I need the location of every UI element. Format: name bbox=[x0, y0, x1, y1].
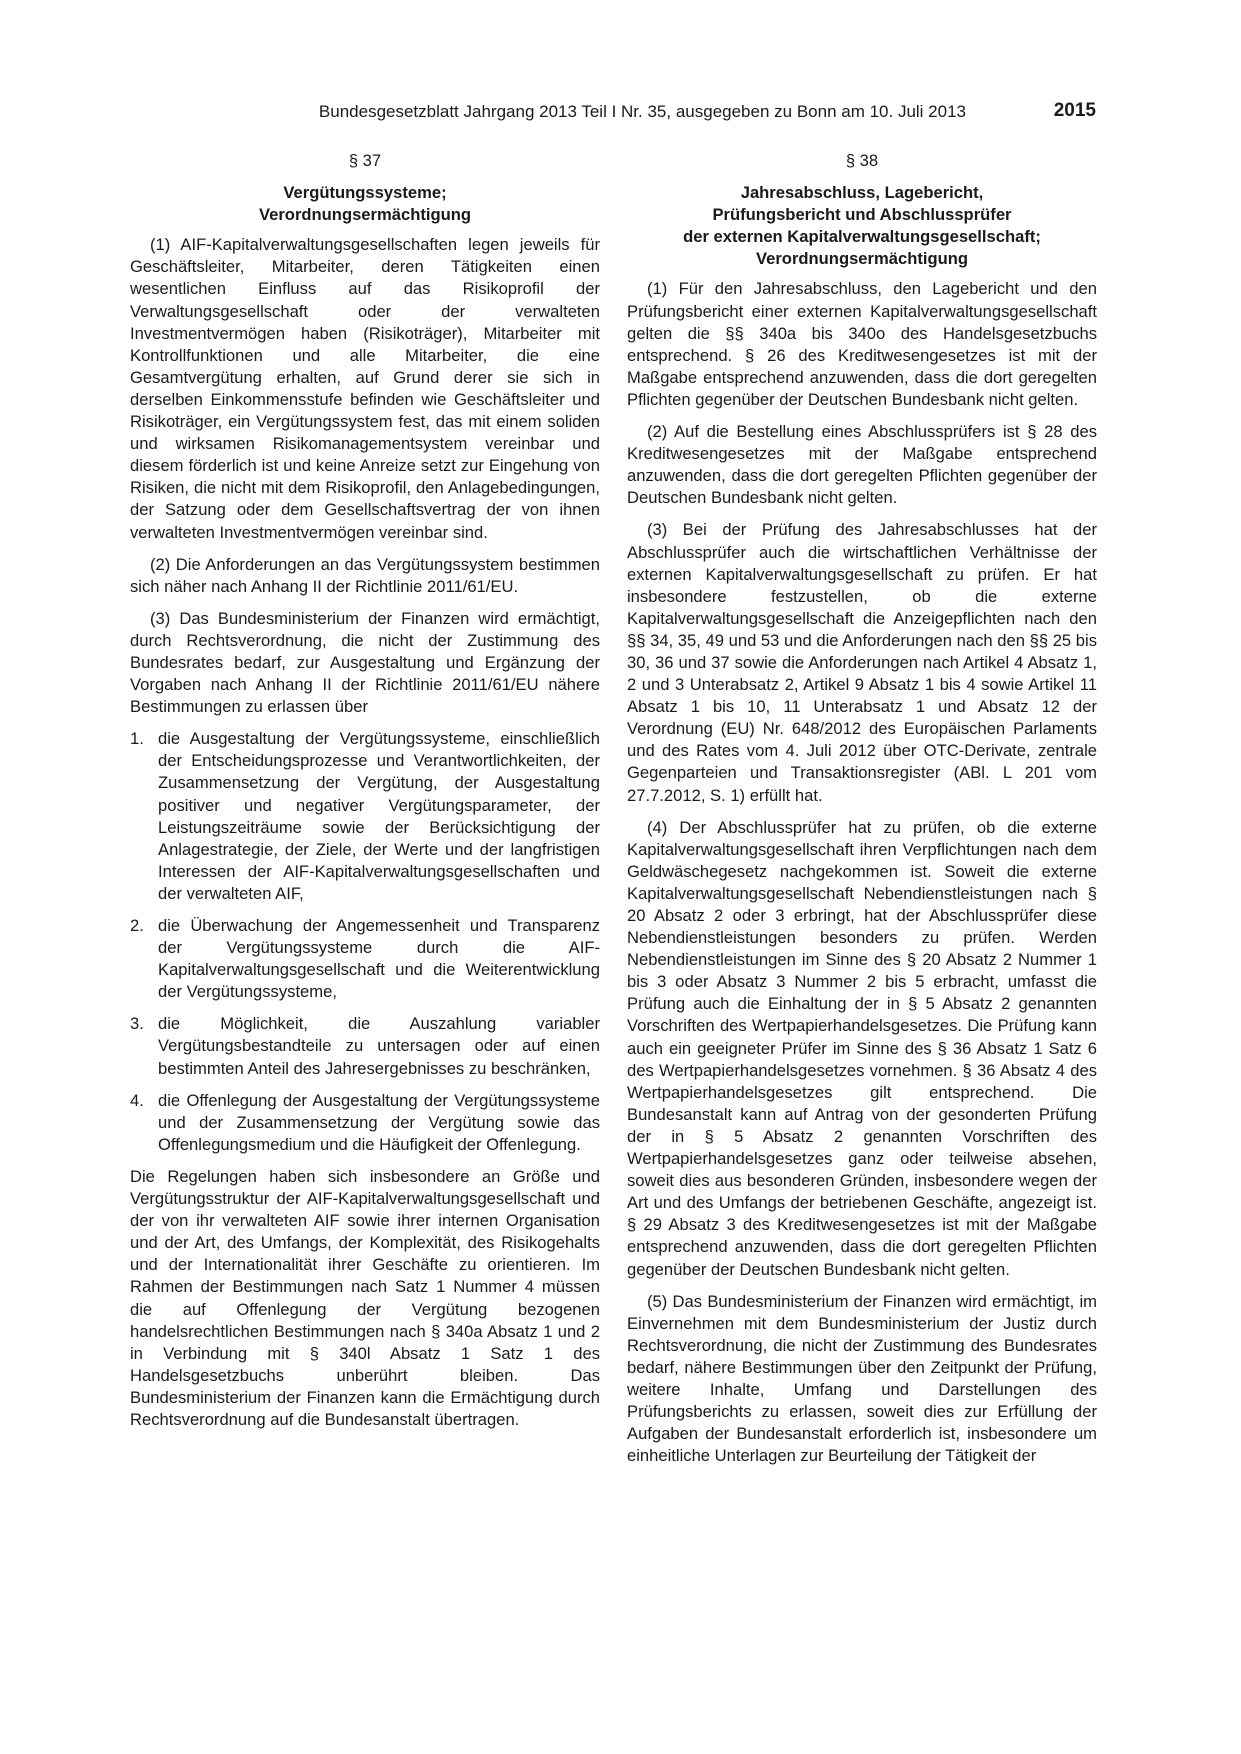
numbered-list bbox=[130, 728, 600, 1156]
section-number: § 38 bbox=[845, 151, 879, 170]
list-item bbox=[130, 728, 600, 905]
paragraph: (5) Das Bundesministerium der Finanzen wird ermächtigt, im Einvernehmen mit dem Bundesministerium der Justiz durch Rechtsverordnung, die nicht der Zustimmung des Bundesrates bedarf, nähere Bestimmungen über den Zeitpunkt der Prüfung, weitere Inhalte, Umfang und Darstellungen des Prüfungsberichts zu erlassen, soweit dies zur Erfüllung der Aufgaben der Bundesanstalt erforderlich ist, insbesondere um einheitliche Unterlagen zur Beurteilung der Tätigkeit der bbox=[627, 1291, 1097, 1466]
list-item-text: die Möglichkeit, die Auszahlung variabler Vergütungsbestandteile zu untersagen oder auf einen bestimmten Anteil des Jahresergebnisses zu beschränken, bbox=[158, 1014, 600, 1078]
section-title bbox=[130, 182, 600, 226]
page-number: 2015 bbox=[1053, 100, 1096, 121]
section-title-line: Prüfungsbericht und Abschlussprüfer bbox=[712, 205, 1012, 225]
page-header bbox=[130, 100, 1096, 126]
left-column bbox=[130, 150, 600, 1441]
list-item-number: 3. bbox=[130, 1014, 144, 1034]
list-item-text: die Ausgestaltung der Vergütungssysteme, einschließlich der Entscheidungsprozesse und Verantwortlichkeiten, der Zusammensetzung der Vergütung, der Ausgestaltung positiver und negativer Vergütungsparameter, der Leistungszeiträume sowie der Berücksichtigung der Anlagestrategie, der Ziele, der Werte und der langfristigen Interessen der AIF-Kapitalverwaltungsgesellschaften und der verwalteten AIF, bbox=[158, 729, 600, 903]
list-item-number: 1. bbox=[130, 729, 144, 749]
paragraph: (3) Das Bundesministerium der Finanzen wird ermächtigt, durch Rechtsverordnung, die nicht der Zustimmung des Bundesrates bedarf, zur Ausgestaltung und Ergänzung der Vorgaben nach Anhang II der Richtlinie 2011/61/EU nähere Bestimmungen zu erlassen über bbox=[130, 608, 600, 717]
list-item bbox=[130, 1013, 600, 1079]
paragraph: (3) Bei der Prüfung des Jahresabschlusses hat der Abschlussprüfer auch die wirtschaftlichen Verhältnisse der externen Kapitalverwaltungsgesellschaft zu prüfen. Er hat insbesondere festzustellen, ob die externe Kapitalverwaltungsgesellschaft die Anzeigepflichten nach den §§ 34, 35, 49 und 53 und die Anforderungen nach den §§ 25 bis 30, 36 und 37 sowie die Anforderungen nach Artikel 4 Absatz 1, 2 und 3 Unterabsatz 2, Artikel 9 Absatz 1 bis 4 sowie Artikel 11 Absatz 1 bis 10, 11 Unterabsatz 1 und Absatz 12 der Verordnung (EU) Nr. 648/2012 des Europäischen Parlaments und des Rates vom 4. Juli 2012 über OTC-Derivate, zentrale Gegenparteien und Transaktionsregister (ABl. L 201 vom 27.7.2012, S. 1) erfüllt hat. bbox=[627, 520, 1097, 805]
section-title-line: Vergütungssysteme; bbox=[283, 183, 447, 203]
paragraph: (1) AIF-Kapitalverwaltungsgesellschaften legen jeweils für Geschäftsleiter, Mitarbeiter, deren Tätigkeiten einen wesentlichen Einfluss auf das Risikoprofil der Verwaltungsgesellschaft oder der verwalteten Investmentvermögen haben (Risikoträger), Mitarbeiter mit Kontrollfunktionen und alle Mitarbeiter, die eine Gesamtvergütung erhalten, auf Grund derer sie sich in derselben Einkommensstufe befinden wie Geschäftsleiter und Risikoträger, ein Vergütungssystem fest, das mit einem soliden und wirksamen Risikomanagementsystem vereinbar und diesem förderlich ist und keine Anreize setzt zur Eingehung von Risiken, die nicht mit dem Risikoprofil, den Anlagebedingungen, der Satzung oder dem Gesellschaftsvertrag der von ihnen verwalteten Investmentvermögen vereinbar sind. bbox=[130, 235, 600, 542]
section-title bbox=[627, 182, 1097, 270]
paragraph: (2) Auf die Bestellung eines Abschlussprüfers ist § 28 des Kreditwesengesetzes mit der Maßgabe entsprechend anzuwenden, dass die dort geregelten Pflichten gegenüber der Deutschen Bundesbank nicht gelten. bbox=[627, 422, 1097, 508]
list-item-text: die Überwachung der Angemessenheit und Transparenz der Vergütungssysteme durch die AIF-Kapitalverwaltungsgesellschaft und die Weiterentwicklung der Vergütungssysteme, bbox=[158, 916, 600, 1002]
list-item bbox=[130, 1090, 600, 1156]
list-item-number: 4. bbox=[130, 1090, 144, 1110]
section-title-line: Jahresabschluss, Lagebericht, bbox=[740, 183, 984, 203]
list-item-text: die Offenlegung der Ausgestaltung der Vergütungssysteme und der Zusammensetzung der Vergütung sowie das Offenlegungsmedium und die Häufigkeit der Offenlegung. bbox=[158, 1090, 600, 1154]
paragraph: (1) Für den Jahresabschluss, den Lagebericht und den Prüfungsbericht einer externen Kapitalverwaltungsgesellschaft gelten die §§ 340a bis 340o des Handelsgesetzbuchs entsprechend. § 26 des Kreditwesengesetzes ist mit der Maßgabe entsprechend anzuwenden, dass die dort geregelten Pflichten gegenüber der Deutschen Bundesbank nicht gelten. bbox=[627, 279, 1097, 409]
section-title-line: der externen Kapitalverwaltungsgesellschaft; bbox=[683, 227, 1041, 247]
header-text: Bundesgesetzblatt Jahrgang 2013 Teil I Nr. 35, ausgegeben zu Bonn am 10. Juli 2013 bbox=[318, 102, 966, 121]
paragraph: (4) Der Abschlussprüfer hat zu prüfen, ob die externe Kapitalverwaltungsgesellschaft ihren Verpflichtungen nach dem Geldwäschegesetz nachgekommen ist. Soweit die externe Kapitalverwaltungsgesellschaft Nebendienstleistungen nach § 20 Absatz 2 oder 3 erbringt, hat der Abschlussprüfer diese Nebendienstleistungen besonders zu prüfen. Werden Nebendienstleistungen im Sinne des § 20 Absatz 2 Nummer 1 bis 3 oder Absatz 3 Nummer 2 bis 5 erbracht, umfasst die Prüfung auch die Einhaltung der in § 5 Absatz 2 genannten Vorschriften des Wertpapierhandelsgesetzes. Die Prüfung kann auch ein geeigneter Prüfer im Sinne des § 36 Absatz 1 Satz 6 des Wertpapierhandelsgesetzes vornehmen. § 36 Absatz 4 des Wertpapierhandelsgesetzes gilt entsprechend. Die Bundesanstalt kann auf Antrag von der gesonderten Prüfung der in § 5 Absatz 2 genannten Vorschriften des Wertpapierhandelsgesetzes ganz oder teilweise absehen, soweit dies aus besonderen Gründen, insbesondere wegen der Art und des Umfangs der betriebenen Geschäfte, angezeigt ist. § 29 Absatz 3 des Kreditwesengesetzes ist mit der Maßgabe entsprechend anzuwenden, dass die dort geregelten Pflichten gegenüber der Deutschen Bundesbank nicht gelten. bbox=[627, 817, 1097, 1279]
section-number: § 37 bbox=[348, 151, 382, 170]
list-item-number: 2. bbox=[130, 916, 144, 935]
section-title-line: Verordnungsermächtigung bbox=[258, 205, 472, 225]
paragraph: Die Regelungen haben sich insbesondere an Größe und Vergütungsstruktur der AIF-Kapitalverwaltungsgesellschaft und der von ihr verwalteten AIF sowie ihrer internen Organisation und der Art, des Umfangs, der Komplexität, des Risikogehalts und der Internationalität ihrer Geschäfte zu orientieren. Im Rahmen der Bestimmungen nach Satz 1 Nummer 4 müssen die auf Offenlegung der Vergütung bezogenen handelsrechtlichen Bestimmungen nach § 340a Absatz 1 und 2 in Verbindung mit § 340l Absatz 1 Satz 1 des Handelsgesetzbuchs unberührt bleiben. Das Bundesministerium der Finanzen kann die Ermächtigung durch Rechtsverordnung auf die Bundesanstalt übertragen. bbox=[130, 1166, 600, 1429]
list-item bbox=[130, 915, 600, 1003]
paragraph: (2) Die Anforderungen an das Vergütungssystem bestimmen sich näher nach Anhang II der Richtlinie 2011/61/EU. bbox=[130, 554, 600, 596]
right-column bbox=[627, 150, 1097, 1477]
section-title-line: Verordnungsermächtigung bbox=[755, 249, 969, 269]
